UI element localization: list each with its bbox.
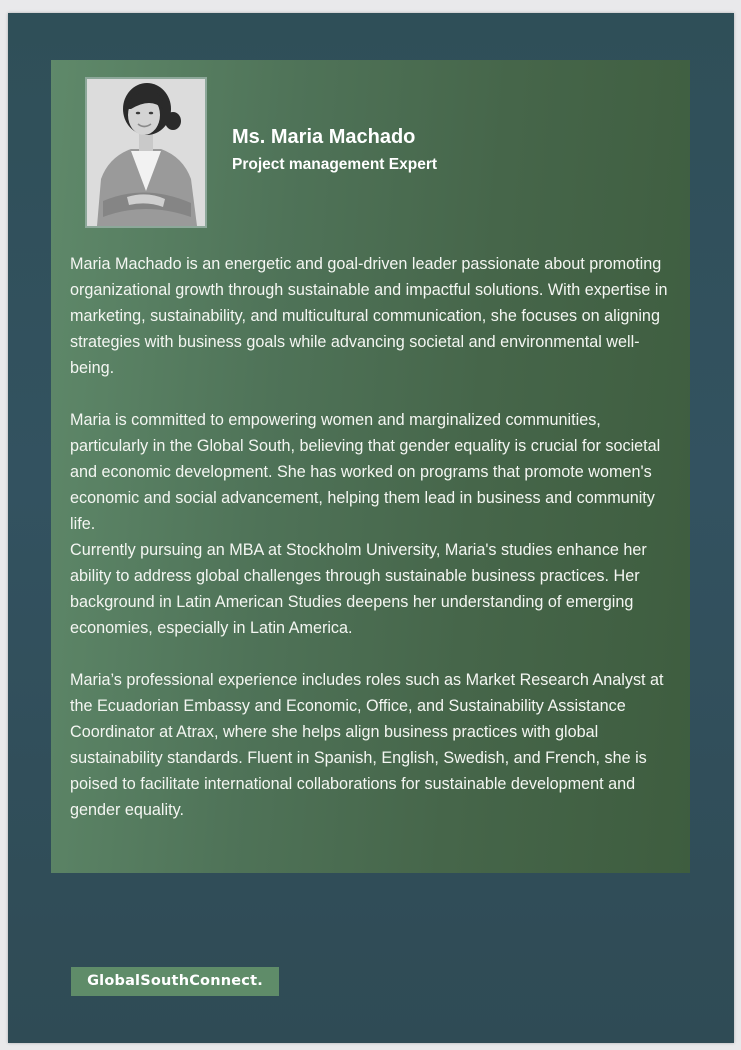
profile-name: Ms. Maria Machado <box>232 126 416 148</box>
profile-card <box>51 60 690 873</box>
bio-paragraph-3: Currently pursuing an MBA at Stockholm University, Maria's studies enhance her ability to address global challenges through sustainable business practices. Her background in Latin American Studies deepens her understanding of emerging economies, especially in Latin America. <box>70 541 647 637</box>
brand-logo: GlobalSouthConnect. <box>71 967 279 996</box>
profile-title: Project management Expert <box>232 156 438 173</box>
portrait-photo-icon <box>87 79 205 226</box>
profile-page <box>8 13 734 1043</box>
profile-photo <box>85 77 207 228</box>
bio-paragraph-1: Maria Machado is an energetic and goal-driven leader passionate about promoting organizational growth through sustainable and impactful solutions. With expertise in marketing, sustainability, and multicultural communication, she focuses on aligning strategies with business goals while advancing societal and environmental well-being. <box>70 255 668 377</box>
bio-paragraph-4: Maria’s professional experience includes roles such as Market Research Analyst at the Ecuadorian Embassy and Economic, Office, and Sustainability Assistance Coordinator at Atrax, where she helps align business practices with global sustainability standards. Fluent in Spanish, English, Swedish, and French, she is poised to facilitate international collaborations for sustainable development and gender equality. <box>70 671 664 819</box>
bio-paragraph-2: Maria is committed to empowering women and marginalized communities, particularly in the Global South, believing that gender equality is crucial for societal and economic development. She has worked on programs that promote women's economic and social advancement, helping them lead in business and community life. <box>70 411 661 533</box>
profile-bio <box>70 251 680 823</box>
